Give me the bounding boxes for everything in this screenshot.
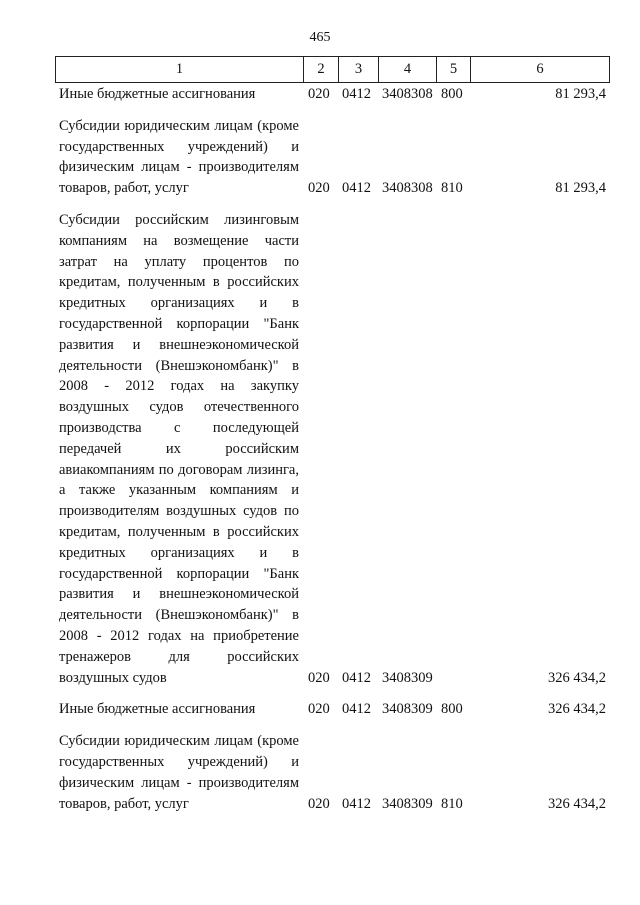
table-row xyxy=(55,116,610,199)
row-description: Субсидии российским лизинговым компаниям на возмещение части затрат на уплату процентов по кредитам, полученным в российских кредитных организациях и в государственной корпорации "Банк развития и внешнеэкономической деятельности (Внешэкономбанк)" в 2008 - 2012 годах на закупку воздушных судов отечественного производства с последующей передачей их российским авиакомпаниям по договорам лизинга, а также указанным компаниям и производителям воздушных судов по кредитам, полученным в российских кредитных организациях и в государственной корпорации "Банк развития и внешнеэкономической деятельности (Внешэкономбанк)" в 2008 - 2012 годах на приобретение тренажеров для российских воздушных судов xyxy=(59,211,299,686)
row-code-section: 0412 xyxy=(342,701,371,718)
row-description: Субсидии юридическим лицам (кроме государственных учреждений) и физическим лицам - производителям товаров, работ, услуг xyxy=(59,733,299,812)
row-code-article: 3408308 xyxy=(382,86,433,102)
row-code-expense-type: 800 xyxy=(441,86,463,102)
table-row xyxy=(55,699,610,720)
row-description: Субсидии юридическим лицам (кроме государственных учреждений) и физическим лицам - производителям товаров, работ, услуг xyxy=(59,117,299,197)
table-header xyxy=(55,56,610,83)
row-description: Иные бюджетные ассигнования xyxy=(59,701,256,718)
column-header-3: 3 xyxy=(339,57,379,82)
row-code-expense-type: 810 xyxy=(441,795,463,812)
table-row xyxy=(55,210,610,688)
row-amount: 81 293,4 xyxy=(555,86,606,102)
table-row xyxy=(55,84,610,105)
row-code-ministry: 020 xyxy=(308,180,330,197)
row-code-article: 3408309 xyxy=(382,701,433,718)
column-header-4: 4 xyxy=(379,57,437,82)
table-body xyxy=(55,84,610,825)
column-header-5: 5 xyxy=(437,57,471,82)
page-number: 465 xyxy=(309,30,331,45)
column-header-2: 2 xyxy=(304,57,339,82)
column-header-1: 1 xyxy=(56,57,304,82)
row-amount: 81 293,4 xyxy=(555,180,606,197)
row-amount: 326 434,2 xyxy=(548,795,606,812)
row-code-expense-type: 800 xyxy=(441,701,463,718)
column-header-6: 6 xyxy=(536,61,544,77)
row-code-ministry: 020 xyxy=(308,795,330,812)
row-code-section: 0412 xyxy=(342,86,371,102)
row-description: Иные бюджетные ассигнования xyxy=(59,86,256,102)
row-amount: 326 434,2 xyxy=(548,701,606,718)
row-code-section: 0412 xyxy=(342,669,371,686)
row-code-section: 0412 xyxy=(342,180,371,197)
row-code-ministry: 020 xyxy=(308,86,330,102)
row-code-section: 0412 xyxy=(342,795,371,812)
row-code-expense-type: 810 xyxy=(441,180,463,197)
table-row xyxy=(55,731,610,814)
row-code-article: 3408309 xyxy=(382,795,433,812)
row-code-ministry: 020 xyxy=(308,669,330,686)
row-code-ministry: 020 xyxy=(308,701,330,718)
row-amount: 326 434,2 xyxy=(548,669,606,686)
row-code-article: 3408309 xyxy=(382,669,433,686)
row-code-article: 3408308 xyxy=(382,180,433,197)
